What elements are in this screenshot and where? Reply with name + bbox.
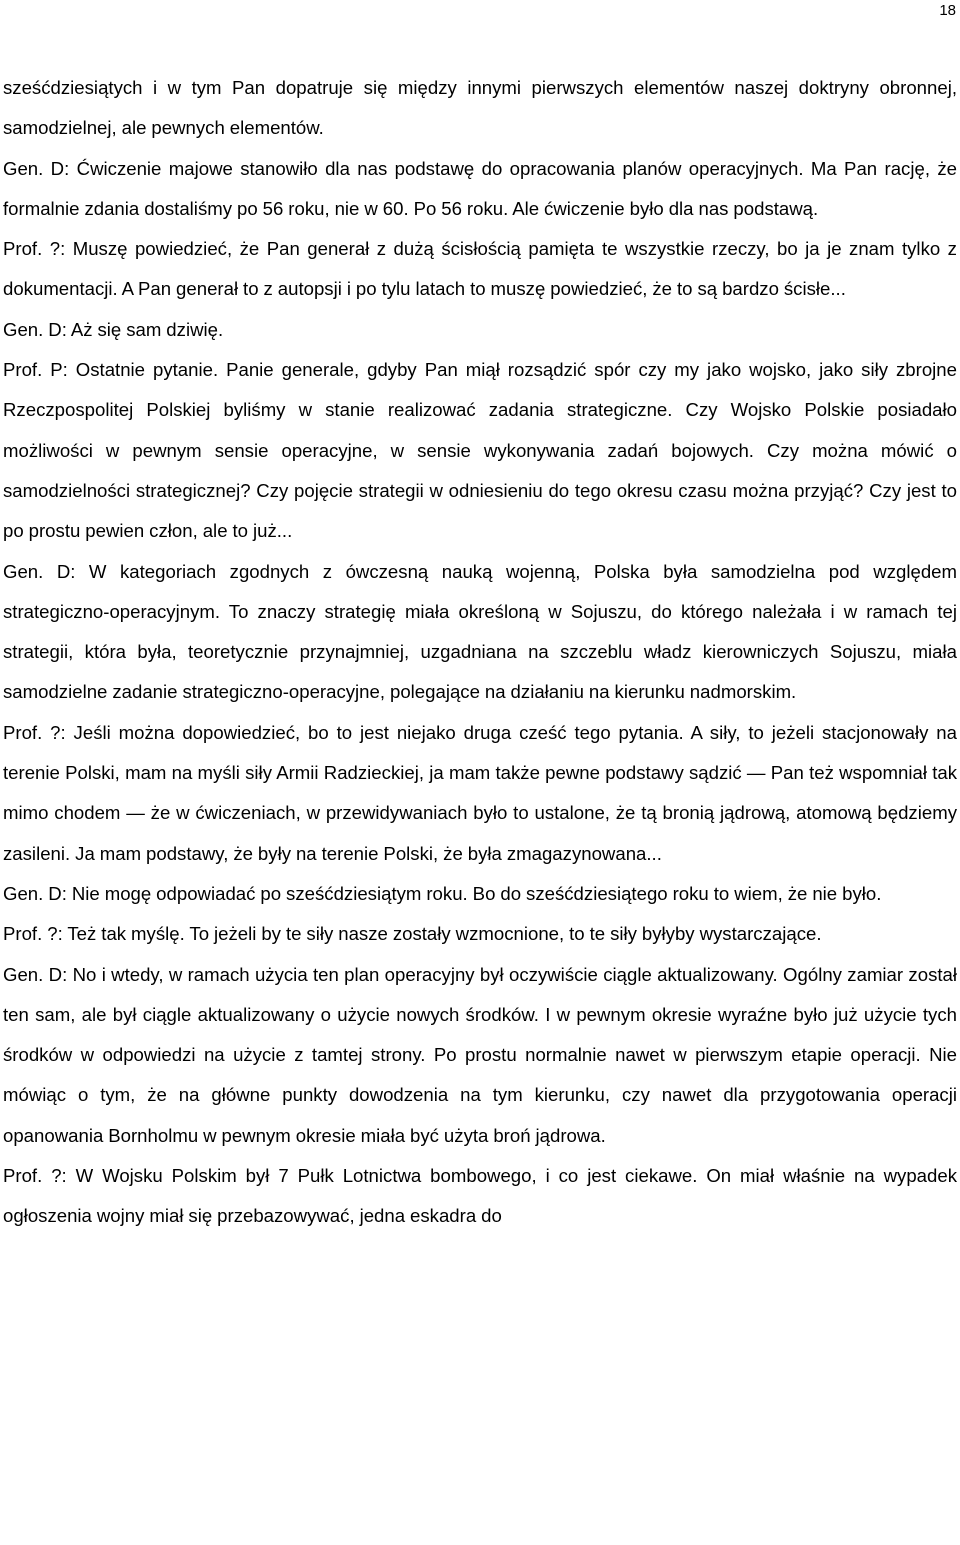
speaker-label: Gen. D: bbox=[3, 560, 76, 582]
paragraph-text: Ćwiczenie majowe stanowiło dla nas podstawę do opracowania planów operacyjnych. Ma Pan rację, że formalnie zdania dostaliśmy po 56 roku, nie w 60. Po 56 roku. Ale ćwiczenie było dla nas podstawą. bbox=[3, 157, 957, 219]
document-body bbox=[3, 68, 957, 1237]
paragraph-text: W kategoriach zgodnych z ówczesną nauką wojenną, Polska była samodzielna pod względem strategiczno-operacyjnym. To znaczy strategię miała określoną w Sojuszu, do którego należała i w ramach tej strategii, która była, teoretycznie przynajmniej, uzgadniana na szczeblu władz kierowniczych Sojuszu, miała samodzielne zadanie strategiczno-operacyjne, polegające na działaniu na kierunku nadmorskim. bbox=[3, 560, 957, 703]
speaker-label: Prof. P: bbox=[3, 359, 68, 381]
paragraph-text: Ostatnie pytanie. Panie generale, gdyby Pan miął rozsądzić spór czy my jako wojsko, jako siły zbrojne Rzeczpospolitej Polskiej byliśmy w stanie realizować zadania strategiczne. Czy Wojsko Polskie posiadało możliwości w pewnym sensie operacyjne, w sensie wykonywania zadań bojowych. Czy można mówić o samodzielności strategicznej? Czy pojęcie strategii w odniesieniu do tego okresu czasu można przyjąć? Czy jest to po prostu pewien człon, ale to już... bbox=[3, 359, 957, 542]
paragraph bbox=[3, 914, 957, 954]
speaker-label: Gen. D: bbox=[3, 157, 70, 179]
paragraph-text: W Wojsku Polskim był 7 Pułk Lotnictwa bombowego, i co jest ciekawe. On miał właśnie na wypadek ogłoszenia wojny miał się przebazowywać, jedna eskadra do bbox=[3, 1165, 957, 1227]
speaker-label: Gen. D: bbox=[3, 318, 67, 340]
speaker-label: Prof. ?: bbox=[3, 721, 66, 743]
paragraph bbox=[3, 552, 957, 713]
paragraph-text: Nie mogę odpowiadać po sześćdziesiątym roku. Bo do sześćdziesiątego roku to wiem, że nie było. bbox=[66, 882, 882, 904]
paragraph bbox=[3, 229, 957, 310]
paragraph bbox=[3, 1156, 957, 1237]
paragraph bbox=[3, 149, 957, 230]
speaker-label: Prof. ?: bbox=[3, 238, 66, 260]
paragraph-text: Też tak myślę. To jeżeli by te siły nasze zostały wzmocnione, to te siły byłyby wystarczające. bbox=[62, 923, 822, 945]
paragraph-text: Muszę powiedzieć, że Pan generał z dużą ścisłością pamięta te wszystkie rzeczy, bo ja je znam tylko z dokumentacji. A Pan generał to z autopsji i po tylu latach to muszę powiedzieć, że to są bardzo ścisłe... bbox=[3, 238, 957, 300]
paragraph-text: Aż się sam dziwię. bbox=[66, 318, 224, 340]
speaker-label: Prof. ?: bbox=[3, 923, 63, 945]
paragraph-text: sześćdziesiątych i w tym Pan dopatruje się między innymi pierwszych elementów naszej doktryny obronnej, samodzielnej, ale pewnych elementów. bbox=[3, 77, 957, 139]
paragraph bbox=[3, 713, 957, 874]
page-number: 18 bbox=[939, 2, 956, 19]
paragraph bbox=[3, 350, 957, 551]
paragraph bbox=[3, 310, 957, 350]
paragraph bbox=[3, 874, 957, 914]
speaker-label: Gen. D: bbox=[3, 882, 67, 904]
speaker-label: Gen. D: bbox=[3, 963, 68, 985]
paragraph-text: No i wtedy, w ramach użycia ten plan operacyjny był oczywiście ciągle aktualizowany. Ogólny zamiar został ten sam, ale był ciągle aktualizowany o użycie nowych środków. I w pewnym okresie wyraźne było już użycie tych środków w odpowiedzi na użycie z tamtej strony. Po prostu normalnie nawet w pierwszym etapie operacji. Nie mówiąc o tym, że na główne punkty dowodzenia na tym kierunku, czy nawet dla przygotowania operacji opanowania Bornholmu w pewnym okresie miała być użyta broń jądrowa. bbox=[3, 963, 958, 1146]
paragraph bbox=[3, 68, 957, 149]
paragraph-text: Jeśli można dopowiedzieć, bo to jest niejako druga cześć tego pytania. A siły, to jeżeli stacjonowały na terenie Polski, mam na myśli siły Armii Radzieckiej, ja mam także pewne podstawy sądzić — Pan też wspomniał tak mimo chodem — że w ćwiczeniach, w przewidywaniach było to ustalone, że tą bronią jądrową, atomową będziemy zasileni. Ja mam podstawy, że były na terenie Polski, że była zmagazynowana... bbox=[3, 721, 957, 864]
speaker-label: Prof. ?: bbox=[3, 1165, 67, 1187]
paragraph bbox=[3, 955, 957, 1156]
